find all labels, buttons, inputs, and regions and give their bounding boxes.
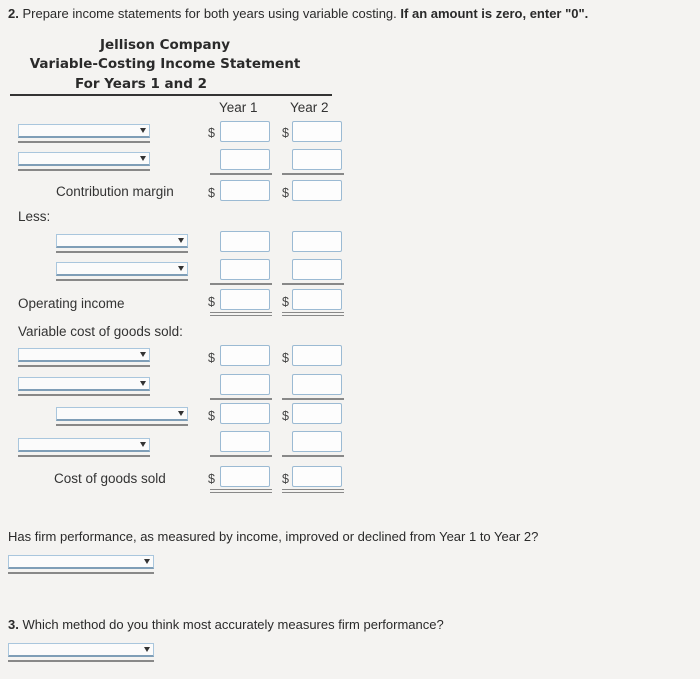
divider (210, 173, 272, 175)
year1-amount-input[interactable] (220, 345, 270, 366)
year2-amount-input[interactable] (292, 121, 342, 142)
divider (210, 283, 272, 285)
double-underline (282, 312, 344, 316)
divider (8, 572, 154, 574)
fixed-cost-select-1[interactable] (56, 234, 188, 248)
chevron-down-icon (178, 411, 184, 416)
less-label: Less: (18, 209, 51, 224)
divider (18, 365, 150, 367)
divider (282, 173, 344, 175)
chevron-down-icon (178, 266, 184, 271)
cogs-select-1[interactable] (18, 348, 150, 362)
year1-amount-input[interactable] (220, 259, 270, 280)
dollar-sign: $ (208, 126, 215, 140)
divider (282, 455, 344, 457)
year2-amount-input[interactable] (292, 431, 342, 452)
year1-amount-input[interactable] (220, 374, 270, 395)
divider (56, 279, 188, 281)
chevron-down-icon (140, 352, 146, 357)
divider (282, 398, 344, 400)
divider (210, 455, 272, 457)
year1-amount-input[interactable] (220, 431, 270, 452)
statement-period: For Years 1 and 2 (74, 76, 208, 92)
revenue-line-select[interactable] (18, 124, 150, 138)
question-text: Prepare income statements for both years using variable costing. (22, 6, 397, 21)
question-2-prompt (8, 6, 588, 21)
divider (18, 455, 150, 457)
year2-amount-input[interactable] (292, 403, 342, 424)
cogs-total-label: Cost of goods sold (54, 471, 166, 486)
col-year1-header: Year 1 (219, 100, 258, 115)
question-number: 2. (8, 6, 19, 21)
divider (282, 283, 344, 285)
dollar-sign: $ (282, 186, 289, 200)
performance-select[interactable] (8, 555, 154, 569)
year2-contribution-margin-input[interactable] (292, 180, 342, 201)
divider (18, 394, 150, 396)
chevron-down-icon (140, 381, 146, 386)
dollar-sign: $ (282, 351, 289, 365)
performance-question: Has firm performance, as measured by income, improved or declined from Year 1 to Year 2? (8, 529, 539, 544)
operating-income-label: Operating income (18, 296, 125, 311)
divider (210, 398, 272, 400)
col-year2-header: Year 2 (290, 100, 329, 115)
chevron-down-icon (144, 647, 150, 652)
dollar-sign: $ (282, 295, 289, 309)
year1-amount-input[interactable] (220, 121, 270, 142)
question-number: 3. (8, 617, 19, 632)
double-underline (210, 489, 272, 493)
dollar-sign: $ (208, 186, 215, 200)
dollar-sign: $ (208, 409, 215, 423)
header-rule (10, 94, 332, 96)
year1-operating-income-input[interactable] (220, 289, 270, 310)
year2-operating-income-input[interactable] (292, 289, 342, 310)
dollar-sign: $ (208, 351, 215, 365)
question-text: Which method do you think most accurately measures firm performance? (22, 617, 444, 632)
cogs-select-3[interactable] (56, 407, 188, 421)
chevron-down-icon (144, 559, 150, 564)
year1-amount-input[interactable] (220, 149, 270, 170)
cogs-select-4[interactable] (18, 438, 150, 452)
chevron-down-icon (140, 156, 146, 161)
year1-amount-input[interactable] (220, 231, 270, 252)
dollar-sign: $ (282, 126, 289, 140)
statement-title: Variable-Costing Income Statement (29, 56, 301, 72)
chevron-down-icon (140, 128, 146, 133)
chevron-down-icon (178, 238, 184, 243)
zero-instruction: If an amount is zero, enter "0". (400, 6, 589, 21)
year2-amount-input[interactable] (292, 345, 342, 366)
divider (8, 660, 154, 662)
dollar-sign: $ (208, 472, 215, 486)
year2-cogs-input[interactable] (292, 466, 342, 487)
chevron-down-icon (140, 442, 146, 447)
year1-amount-input[interactable] (220, 403, 270, 424)
cogs-select-2[interactable] (18, 377, 150, 391)
year2-amount-input[interactable] (292, 231, 342, 252)
double-underline (210, 312, 272, 316)
variable-cogs-label: Variable cost of goods sold: (18, 324, 183, 339)
dollar-sign: $ (282, 409, 289, 423)
year1-contribution-margin-input[interactable] (220, 180, 270, 201)
divider (56, 424, 188, 426)
question-3-prompt (8, 617, 444, 632)
company-name: Jellison Company (99, 37, 231, 53)
year2-amount-input[interactable] (292, 149, 342, 170)
double-underline (282, 489, 344, 493)
divider (18, 169, 150, 171)
divider (56, 251, 188, 253)
method-select[interactable] (8, 643, 154, 657)
fixed-cost-select-2[interactable] (56, 262, 188, 276)
year1-cogs-input[interactable] (220, 466, 270, 487)
dollar-sign: $ (282, 472, 289, 486)
contribution-margin-label: Contribution margin (56, 184, 174, 199)
expense-line-select[interactable] (18, 152, 150, 166)
dollar-sign: $ (208, 295, 215, 309)
year2-amount-input[interactable] (292, 374, 342, 395)
divider (18, 141, 150, 143)
year2-amount-input[interactable] (292, 259, 342, 280)
